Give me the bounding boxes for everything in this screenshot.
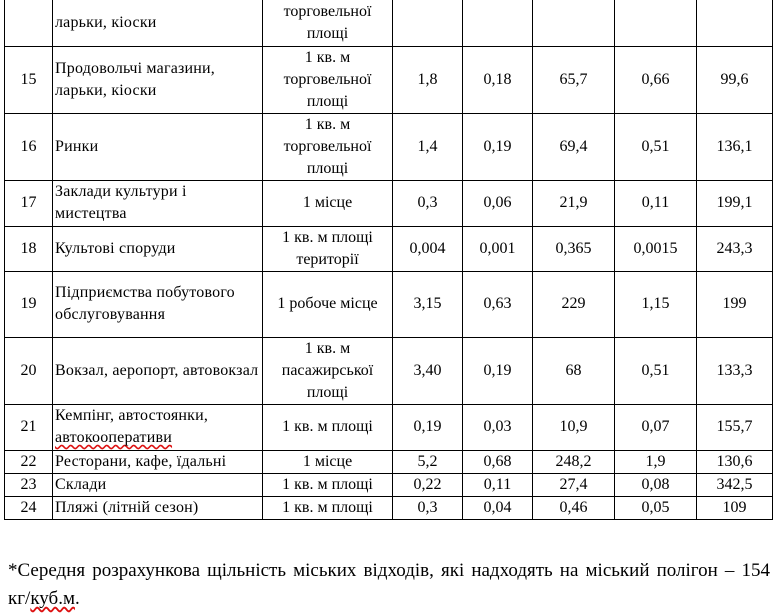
object-name-cell: Продовольчі магазини, ларьки, кіоски: [53, 46, 263, 113]
unit-cell: 1 місце: [263, 180, 393, 226]
value-cell: [533, 0, 615, 46]
value-cell: 69,4: [533, 113, 615, 180]
row-number-cell: 21: [5, 404, 53, 450]
value-cell: 0,04: [463, 496, 533, 519]
table-row: [5, 473, 773, 496]
footnote: [8, 557, 770, 613]
value-cell: 0,68: [463, 450, 533, 473]
table-row: [5, 271, 773, 337]
value-cell: 65,7: [533, 46, 615, 113]
value-cell: 10,9: [533, 404, 615, 450]
table-row: [5, 46, 773, 113]
value-cell: 199,1: [697, 180, 773, 226]
object-name-cell: Склади: [53, 473, 263, 496]
unit-cell: 1 кв. м торговельної площі: [263, 113, 393, 180]
value-cell: 1,4: [393, 113, 463, 180]
unit-cell: 1 кв. м площі: [263, 496, 393, 519]
object-name-cell: Підприємства побутового обслуговування: [53, 271, 263, 337]
table-row: [5, 337, 773, 404]
value-cell: 155,7: [697, 404, 773, 450]
unit-cell: 1 робоче місце: [263, 271, 393, 337]
value-cell: 68: [533, 337, 615, 404]
value-cell: 0,51: [615, 337, 697, 404]
unit-cell: 1 кв. м пасажирської площі: [263, 337, 393, 404]
spellcheck-underlined-word: автокооперативи: [55, 429, 173, 446]
unit-cell: торговельної площі: [263, 0, 393, 46]
unit-cell: 1 кв. м площі території: [263, 226, 393, 271]
table-row: [5, 226, 773, 271]
value-cell: [615, 0, 697, 46]
value-cell: 0,18: [463, 46, 533, 113]
value-cell: [393, 0, 463, 46]
value-cell: 248,2: [533, 450, 615, 473]
table-row: [5, 450, 773, 473]
object-name-cell: Ресторани, кафе, їдальні: [53, 450, 263, 473]
unit-cell: 1 місце: [263, 450, 393, 473]
value-cell: 0,19: [463, 113, 533, 180]
spellcheck-underlined-word: куб.м: [30, 588, 75, 609]
waste-norms-table: [4, 0, 773, 520]
table-row: [5, 404, 773, 450]
object-name-part: Кемпінг, автостоянки,: [55, 407, 209, 424]
unit-cell: 1 кв. м торговельної площі: [263, 46, 393, 113]
row-number-cell: 20: [5, 337, 53, 404]
value-cell: 21,9: [533, 180, 615, 226]
value-cell: 0,3: [393, 496, 463, 519]
row-number-cell: 17: [5, 180, 53, 226]
table-row: [5, 180, 773, 226]
value-cell: 199: [697, 271, 773, 337]
value-cell: 5,2: [393, 450, 463, 473]
value-cell: 0,07: [615, 404, 697, 450]
value-cell: 0,66: [615, 46, 697, 113]
value-cell: 3,40: [393, 337, 463, 404]
value-cell: 99,6: [697, 46, 773, 113]
value-cell: 0,03: [463, 404, 533, 450]
value-cell: 136,1: [697, 113, 773, 180]
value-cell: 0,51: [615, 113, 697, 180]
object-name-cell: Пляжі (літній сезон): [53, 496, 263, 519]
object-name-cell: Вокзал, аеропорт, автовокзал: [53, 337, 263, 404]
row-number-cell: 18: [5, 226, 53, 271]
object-name-cell: Заклади культури і мистецтва: [53, 180, 263, 226]
value-cell: 3,15: [393, 271, 463, 337]
value-cell: 27,4: [533, 473, 615, 496]
object-name-cell: Ринки: [53, 113, 263, 180]
row-number-cell: 24: [5, 496, 53, 519]
unit-cell: 1 кв. м площі: [263, 473, 393, 496]
value-cell: 342,5: [697, 473, 773, 496]
row-number-cell: 23: [5, 473, 53, 496]
value-cell: 0,3: [393, 180, 463, 226]
value-cell: 0,11: [615, 180, 697, 226]
value-cell: 109: [697, 496, 773, 519]
value-cell: 1,15: [615, 271, 697, 337]
value-cell: 0,08: [615, 473, 697, 496]
value-cell: 133,3: [697, 337, 773, 404]
value-cell: 0,001: [463, 226, 533, 271]
value-cell: 0,004: [393, 226, 463, 271]
value-cell: [697, 0, 773, 46]
footnote-end: .: [74, 588, 80, 609]
footnote-text: *Середня розрахункова щільність міських відходів, які надходять на міський полігон – 154 кг/: [8, 560, 770, 609]
object-name-cell: ларьки, кіоски: [53, 0, 263, 46]
value-cell: 0,05: [615, 496, 697, 519]
row-number-cell: 22: [5, 450, 53, 473]
value-cell: 0,63: [463, 271, 533, 337]
value-cell: 0,19: [463, 337, 533, 404]
row-number-cell: 19: [5, 271, 53, 337]
value-cell: 243,3: [697, 226, 773, 271]
value-cell: [463, 0, 533, 46]
row-number-cell: 15: [5, 46, 53, 113]
value-cell: 0,0015: [615, 226, 697, 271]
object-name-cell: Культові споруди: [53, 226, 263, 271]
object-name-cell: [53, 404, 263, 450]
value-cell: 0,06: [463, 180, 533, 226]
row-number-cell: [5, 0, 53, 46]
value-cell: 0,46: [533, 496, 615, 519]
value-cell: 130,6: [697, 450, 773, 473]
value-cell: 0,11: [463, 473, 533, 496]
row-number-cell: 16: [5, 113, 53, 180]
table-row-partial: [5, 0, 773, 46]
value-cell: 0,19: [393, 404, 463, 450]
value-cell: 0,365: [533, 226, 615, 271]
value-cell: 229: [533, 271, 615, 337]
unit-cell: 1 кв. м площі: [263, 404, 393, 450]
value-cell: 1,8: [393, 46, 463, 113]
table-row: [5, 113, 773, 180]
value-cell: 0,22: [393, 473, 463, 496]
table-row: [5, 496, 773, 519]
value-cell: 1,9: [615, 450, 697, 473]
